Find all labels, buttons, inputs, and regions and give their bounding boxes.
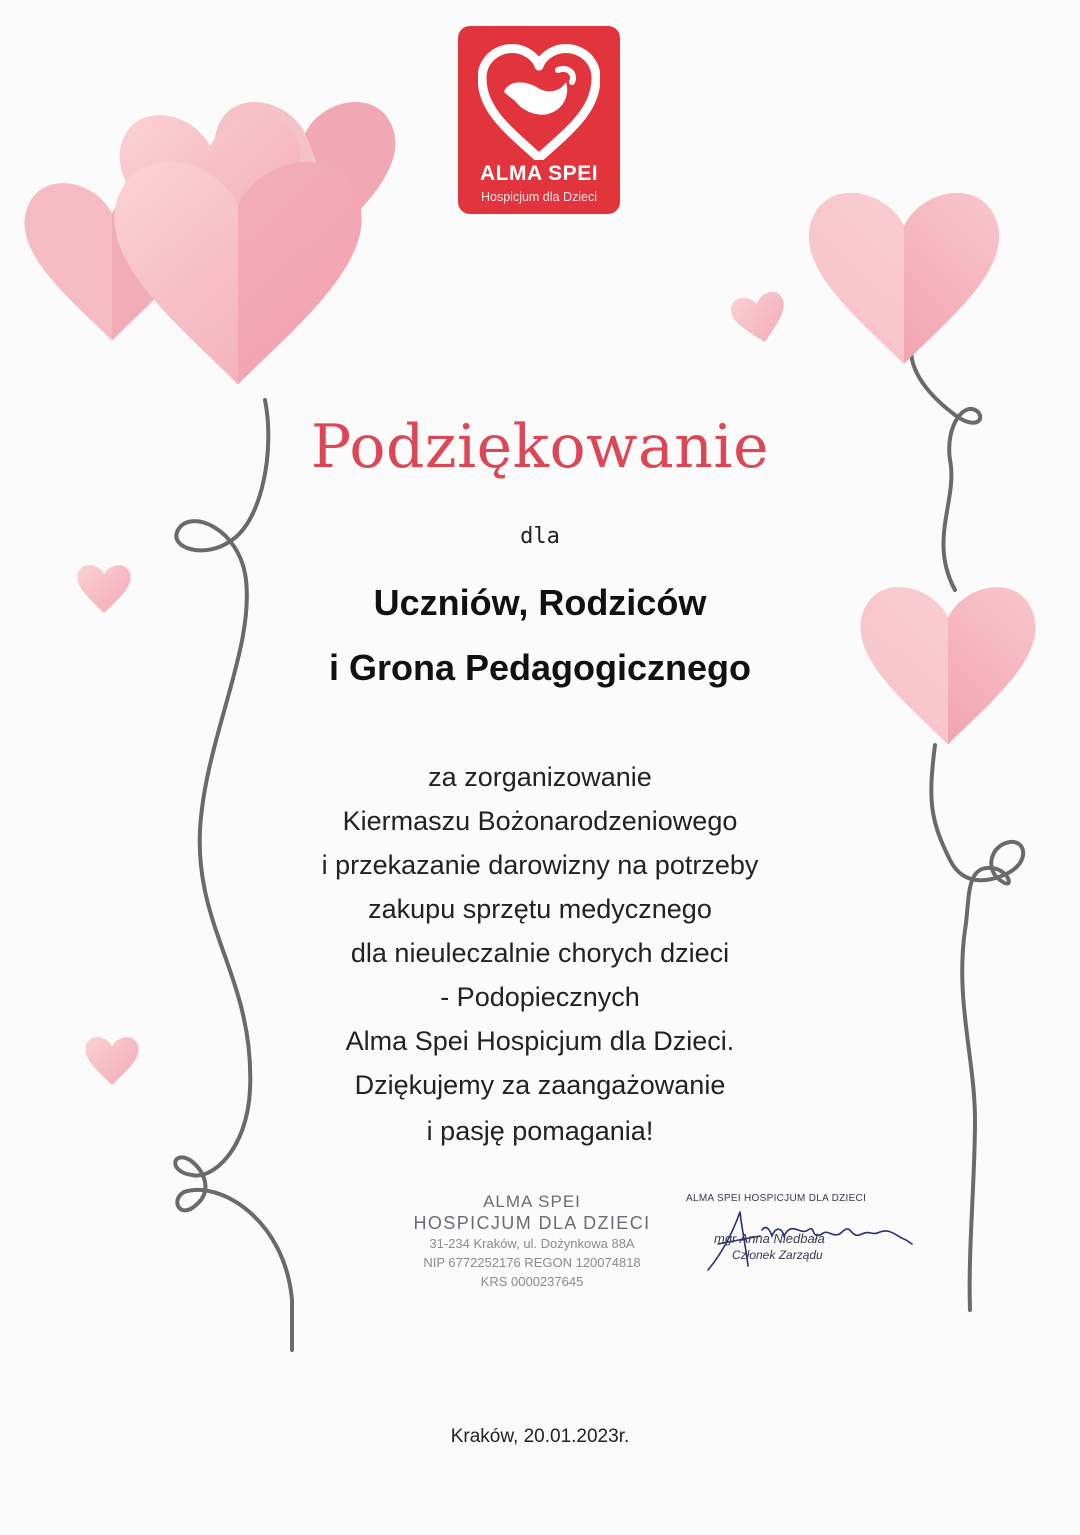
body-line: i pasję pomagania! bbox=[426, 1116, 654, 1146]
body-line: Dziękujemy za zaangażowanie bbox=[354, 1070, 726, 1100]
for-word: dla bbox=[520, 524, 560, 549]
body-line: Alma Spei Hospicjum dla Dzieci. bbox=[345, 1026, 735, 1056]
body-line: zakupu sprzętu medycznego bbox=[368, 894, 712, 924]
body-line: Kiermaszu Bożonarodzeniowego bbox=[342, 806, 738, 836]
certificate-title: Podziękowanie bbox=[310, 412, 770, 482]
place-and-date: Kraków, 20.01.2023r. bbox=[450, 1426, 630, 1447]
stamp-line: ALMA SPEI bbox=[483, 1192, 581, 1211]
logo-name: ALMA SPEI bbox=[479, 162, 599, 185]
signatory-role: Członek Zarządu bbox=[732, 1248, 823, 1262]
body-line: - Podopiecznych bbox=[440, 982, 640, 1012]
body-line: za zorganizowanie bbox=[428, 762, 652, 792]
body-line: i przekazanie darowizny na potrzeby bbox=[321, 850, 759, 880]
stamp-line: NIP 6772252176 REGON 120074818 bbox=[423, 1255, 641, 1270]
alma-spei-logo bbox=[458, 26, 620, 214]
stamp-line: 31-234 Kraków, ul. Dożynkowa 88A bbox=[429, 1236, 635, 1251]
signatory-name: mgr Anna Niedbała bbox=[714, 1231, 825, 1246]
stamp-line: KRS 0000237645 bbox=[480, 1274, 584, 1289]
body-line: dla nieuleczalnie chorych dzieci bbox=[350, 938, 730, 968]
signature-org: ALMA SPEI HOSPICJUM DLA DZIECI bbox=[686, 1193, 867, 1204]
logo-subtitle: Hospicjum dla Dzieci bbox=[480, 190, 597, 204]
recipients-line-1: Uczniów, Rodziców bbox=[373, 582, 707, 623]
heart-logo-icon bbox=[478, 40, 600, 160]
recipients-line-2: i Grona Pedagogicznego bbox=[328, 647, 752, 688]
stamp-line: HOSPICJUM DLA DZIECI bbox=[413, 1213, 651, 1233]
